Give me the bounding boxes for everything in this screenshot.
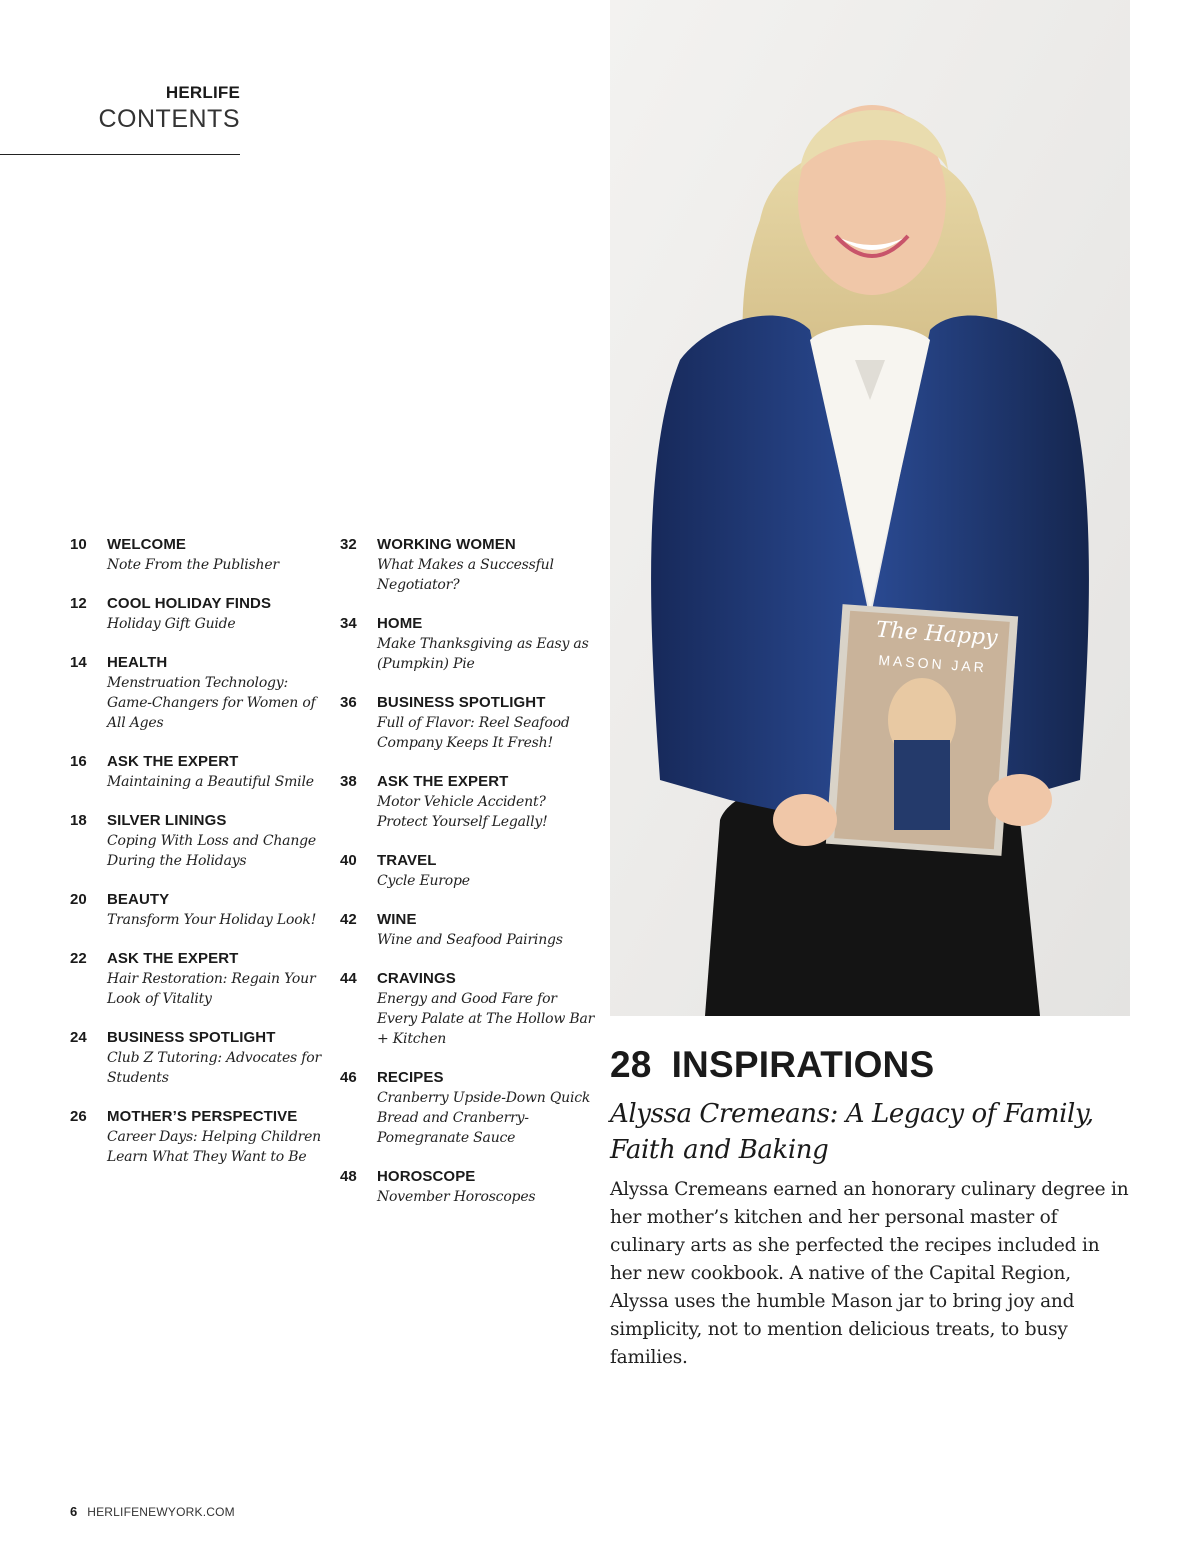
toc-page-number: 36	[340, 694, 357, 711]
toc-page-number: 34	[340, 615, 357, 632]
toc-section-title: RECIPES	[377, 1069, 444, 1086]
cover-photo	[610, 0, 1130, 1016]
toc-section-title: WINE	[377, 911, 417, 928]
book-title: The Happy	[875, 617, 999, 652]
masthead	[99, 82, 241, 134]
toc-description: What Makes a Successful Negotiator?	[377, 557, 554, 593]
toc-section-title: ASK THE EXPERT	[107, 950, 239, 967]
toc-description: Cycle Europe	[377, 873, 470, 889]
toc-description: Coping With Loss and Change During the Holidays	[107, 833, 316, 869]
toc-section-title: MOTHER’S PERSPECTIVE	[107, 1108, 298, 1125]
toc-section-title: BEAUTY	[107, 891, 170, 908]
toc-description: Transform Your Holiday Look!	[107, 912, 317, 928]
feature-story	[610, 1042, 1130, 1372]
feature-subtitle: Alyssa Cremeans: A Legacy of Family, Faith and Baking	[610, 1099, 1094, 1165]
brand-name: HERLIFE	[165, 83, 240, 102]
toc-section-title: HOROSCOPE	[377, 1168, 476, 1185]
toc-entry[interactable]	[340, 1167, 600, 1207]
toc-page-number: 12	[70, 595, 87, 612]
toc-section-title: WORKING WOMEN	[377, 536, 516, 553]
toc-description: Cranberry Upside-Down Quick Bread and Cranberry-Pomegranate Sauce	[377, 1090, 591, 1146]
toc-page-number: 38	[340, 773, 357, 790]
toc-entry[interactable]	[340, 535, 600, 595]
toc-entry[interactable]	[340, 614, 600, 674]
toc-description: Full of Flavor: Reel Seafood Company Keeps It Fresh!	[377, 715, 570, 751]
toc-entry[interactable]	[340, 693, 600, 753]
toc-page-number: 42	[340, 911, 357, 928]
toc-page-number: 24	[70, 1029, 87, 1046]
toc-entry[interactable]	[70, 949, 332, 1009]
toc-description: Menstruation Technology: Game-Changers for Women of All Ages	[107, 675, 316, 731]
toc-description: Make Thanksgiving as Easy as (Pumpkin) Pie	[377, 636, 589, 672]
toc-page-number: 18	[70, 812, 87, 829]
toc-page-number: 46	[340, 1069, 357, 1086]
toc-page-number: 16	[70, 753, 87, 770]
toc-entry[interactable]	[70, 811, 332, 871]
toc-section-title: ASK THE EXPERT	[107, 753, 239, 770]
toc-section-title: HEALTH	[107, 654, 168, 671]
contents-title: CONTENTS	[98, 105, 240, 133]
cookbook	[826, 604, 1018, 856]
toc-entry[interactable]	[340, 772, 600, 832]
book-subtitle: MASON JAR	[877, 651, 988, 676]
toc-entry[interactable]	[70, 1107, 332, 1167]
toc-description: Career Days: Helping Children Learn What They Want to Be	[107, 1129, 321, 1165]
toc-entry[interactable]	[70, 653, 332, 733]
toc-entry[interactable]	[70, 890, 332, 930]
toc-section-title: COOL HOLIDAY FINDS	[107, 595, 272, 612]
toc-entry[interactable]	[70, 535, 332, 575]
toc-entry[interactable]	[70, 752, 332, 792]
toc-description: Energy and Good Fare for Every Palate at The Hollow Bar + Kitchen	[377, 991, 595, 1047]
toc-section-title: TRAVEL	[377, 852, 437, 869]
toc-section-title: BUSINESS SPOTLIGHT	[377, 694, 546, 711]
toc-section-title: BUSINESS SPOTLIGHT	[107, 1029, 276, 1046]
toc-description: Maintaining a Beautiful Smile	[107, 774, 314, 790]
toc-entry[interactable]	[340, 851, 600, 891]
page-number: 6	[70, 1504, 78, 1519]
toc-page-number: 10	[70, 536, 87, 553]
toc-page-number: 40	[340, 852, 357, 869]
toc-description: Club Z Tutoring: Advocates for Students	[107, 1050, 321, 1086]
toc-column-right	[340, 535, 600, 1226]
toc-entry[interactable]	[70, 594, 332, 634]
toc-description: Motor Vehicle Accident? Protect Yourself Legally!	[377, 794, 548, 830]
toc-page-number: 14	[70, 654, 87, 671]
toc-page-number: 44	[340, 970, 357, 987]
toc-page-number: 48	[340, 1168, 357, 1185]
toc-description: Note From the Publisher	[107, 557, 279, 573]
toc-section-title: SILVER LININGS	[107, 812, 227, 829]
feature-body: Alyssa Cremeans earned an honorary culinary degree in her mother’s kitchen and her personal master of culinary arts as she perfected the recipes included in her new cookbook. A native of the Capital Region, Alyssa uses the humble Mason jar to bring joy and simplicity, not to mention delicious treats, to busy families.	[610, 1179, 1129, 1368]
toc-page-number: 20	[70, 891, 87, 908]
toc-section-title: HOME	[377, 615, 423, 632]
feature-section: INSPIRATIONS	[671, 1044, 935, 1085]
feature-page-number: 28	[610, 1044, 652, 1085]
header-divider	[0, 154, 240, 155]
toc-section-title: ASK THE EXPERT	[377, 773, 509, 790]
toc-page-number: 32	[340, 536, 357, 553]
toc-column-left	[70, 535, 332, 1186]
page-footer	[70, 1504, 235, 1519]
toc-description: Wine and Seafood Pairings	[377, 932, 563, 948]
toc-page-number: 26	[70, 1108, 87, 1125]
feature-heading	[610, 1042, 1130, 1088]
toc-description: Hair Restoration: Regain Your Look of Vitality	[107, 971, 316, 1007]
toc-page-number: 22	[70, 950, 87, 967]
toc-entry[interactable]	[340, 1068, 600, 1148]
toc-entry[interactable]	[340, 910, 600, 950]
website-link[interactable]: HERLIFENEWYORK.COM	[87, 1505, 235, 1519]
toc-description: November Horoscopes	[377, 1189, 536, 1205]
toc-section-title: CRAVINGS	[377, 970, 456, 987]
toc-description: Holiday Gift Guide	[107, 616, 236, 632]
toc-entry[interactable]	[340, 969, 600, 1049]
toc-section-title: WELCOME	[107, 536, 187, 553]
toc-entry[interactable]	[70, 1028, 332, 1088]
